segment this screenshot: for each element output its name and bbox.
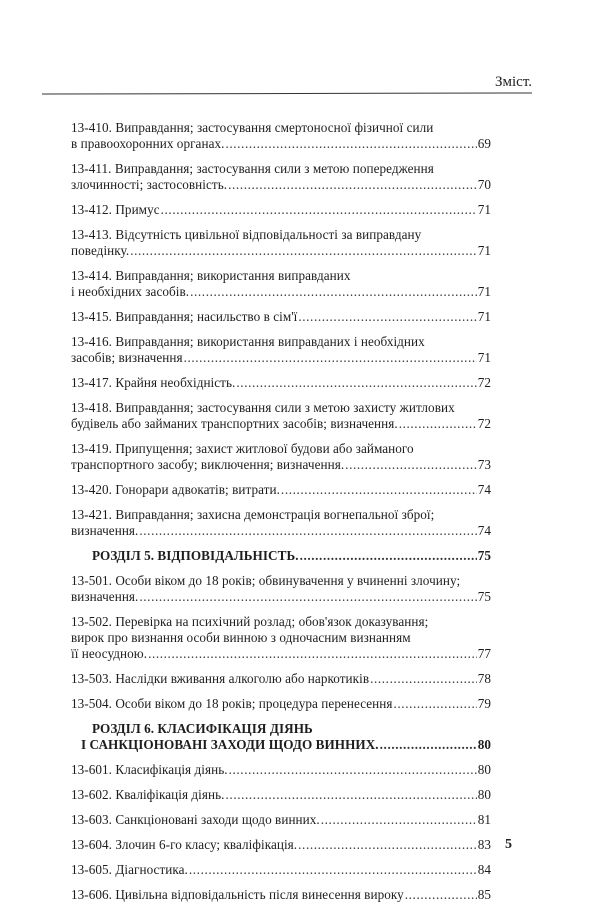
dot-leader (139, 589, 476, 605)
toc-entry-text-line: 13-419. Припущення; захист житлової будови або займаного (71, 441, 414, 456)
dot-leader (130, 243, 477, 259)
toc-entry-page-number: 73 (477, 457, 491, 472)
dot-leader (405, 887, 477, 903)
toc-entry-page-number: 72 (477, 375, 491, 390)
toc-entry-page-number: 72 (477, 416, 491, 431)
toc-entry-text-line: 13-421. Виправдання; захисна демонстрація вогнепальної зброї; (71, 507, 435, 522)
toc-entry-last-line (71, 177, 491, 193)
toc-entry-title: поведінку. (71, 243, 130, 258)
toc-entry-page-number: 85 (477, 887, 491, 902)
dot-leader (380, 737, 477, 753)
toc-entry-page-number: 74 (477, 523, 491, 538)
toc-entry-text-line: 13-502. Перевірка на психічний розлад; обов'язок доказування; (71, 614, 429, 629)
toc-entry-page-number: 75 (477, 589, 491, 604)
toc-entry-title: 13-604. Злочин 6-го класу; кваліфікація. (71, 837, 298, 852)
toc-entry-title: визначення. (71, 589, 139, 604)
toc-entry[interactable] (71, 441, 491, 473)
toc-entry-title: 13-602. Кваліфікація діянь. (71, 787, 225, 802)
toc-entry-title: транспортного засобу; виключення; визначення. (71, 457, 345, 472)
toc-entry[interactable] (71, 375, 491, 391)
toc-entry[interactable] (71, 862, 491, 878)
toc-entry[interactable] (71, 837, 491, 853)
toc-entry-last-line (71, 350, 491, 366)
toc-entry[interactable] (71, 227, 491, 259)
toc-entry-last-line (71, 737, 491, 753)
toc-entry-last-line (71, 309, 491, 325)
toc-entry-last-line (71, 482, 491, 498)
toc-entry-title: 13-603. Санкціоновані заходи щодо винних. (71, 812, 320, 827)
toc-section-heading[interactable] (71, 548, 491, 564)
toc-entry-last-line (71, 862, 491, 878)
dot-leader (161, 202, 477, 218)
toc-entry-text-line: 13-411. Виправдання; застосування сили з метою попередження (71, 161, 434, 176)
dot-leader (298, 837, 477, 853)
dot-leader (228, 177, 477, 193)
toc-section-heading[interactable] (71, 721, 491, 753)
toc-entry-page-number: 79 (477, 696, 491, 711)
toc-entry-page-number: 71 (477, 284, 491, 299)
toc-entry-text-line: 13-418. Виправдання; застосування сили з метою захисту житлових (71, 400, 455, 415)
dot-leader (190, 284, 477, 300)
dot-leader (236, 375, 476, 391)
toc-entry[interactable] (71, 812, 491, 828)
toc-entry-text-line: 13-501. Особи віком до 18 років; обвинувачення у вчиненні злочину; (71, 573, 461, 588)
toc-entry-page-number: 83 (477, 837, 491, 852)
toc-entry-page-number: 71 (477, 350, 491, 365)
dot-leader (345, 457, 477, 473)
toc-entry[interactable] (71, 309, 491, 325)
dot-leader (300, 548, 477, 564)
dot-leader (399, 416, 477, 432)
toc-entry-text-line: вирок про визнання особи винною з одночасним визнанням (71, 630, 411, 645)
toc-entry[interactable] (71, 787, 491, 803)
toc-entry-title: 13-415. Виправдання; насильство в сім'ї (71, 309, 298, 324)
toc-entry-last-line (71, 416, 491, 432)
toc-entry-title: І САНКЦІОНОВАНІ ЗАХОДИ ЩОДО ВИННИХ. (81, 737, 379, 752)
dot-leader (226, 787, 477, 803)
toc-entry[interactable] (71, 202, 491, 218)
header-rule (42, 92, 532, 94)
toc-entry[interactable] (71, 120, 491, 152)
toc-entry-title: 13-417. Крайня необхідність. (71, 375, 236, 390)
toc-entry-last-line (71, 243, 491, 259)
dot-leader (189, 862, 477, 878)
toc-entry[interactable] (71, 334, 491, 366)
toc-entry-last-line (71, 696, 491, 712)
toc-entry-page-number: 71 (477, 309, 491, 324)
toc-entry-title: 13-420. Гонорари адвокатів; витрати. (71, 482, 280, 497)
dot-leader (225, 136, 476, 152)
toc-entry-last-line (71, 812, 491, 828)
toc-entry-page-number: 69 (477, 136, 491, 151)
dot-leader (229, 762, 477, 778)
toc-entry[interactable] (71, 614, 491, 662)
toc-entry-title: РОЗДІЛ 5. ВІДПОВІДАЛЬНІСТЬ. (92, 548, 299, 563)
toc-entry-page-number: 75 (477, 548, 491, 563)
toc-entry-last-line (71, 671, 491, 687)
toc-entry-last-line (71, 887, 491, 903)
toc-entry[interactable] (71, 696, 491, 712)
toc-entry-title: 13-503. Наслідки вживання алкоголю або наркотиків (71, 671, 370, 686)
dot-leader (394, 696, 477, 712)
toc-entry-text-line: 13-410. Виправдання; застосування смертоносної фізичної сили (71, 120, 434, 135)
toc-entry-last-line (71, 589, 491, 605)
toc-entry-text-line: 13-413. Відсутність цивільної відповідальності за виправдану (71, 227, 422, 242)
toc-entry-page-number: 77 (477, 646, 491, 661)
toc-entry-title: 13-504. Особи віком до 18 років; процедура перенесення (71, 696, 393, 711)
toc-entry-page-number: 84 (477, 862, 491, 877)
toc-entry-page-number: 70 (477, 177, 491, 192)
toc-entry[interactable] (71, 400, 491, 432)
toc-entry-last-line (71, 136, 491, 152)
toc-entry[interactable] (71, 573, 491, 605)
toc-entry-title: будівель або займаних транспортних засобів; визначення. (71, 416, 398, 431)
toc-entry-title: 13-606. Цивільна відповідальність після винесення вироку (71, 887, 404, 902)
toc-entry-page-number: 80 (477, 762, 491, 777)
toc-entry[interactable] (71, 887, 491, 903)
toc-entry-last-line (71, 787, 491, 803)
toc-entry-last-line (71, 762, 491, 778)
table-of-contents (71, 120, 491, 912)
dot-leader (184, 350, 477, 366)
toc-entry-last-line (71, 837, 491, 853)
toc-entry-last-line (71, 523, 491, 539)
toc-entry-title: в правоохоронних органах. (71, 136, 225, 151)
toc-entry[interactable] (71, 268, 491, 300)
toc-entry-last-line (71, 457, 491, 473)
toc-entry-page-number: 78 (477, 671, 491, 686)
dot-leader (281, 482, 477, 498)
page-number: 5 (505, 837, 512, 852)
toc-entry-text-line: 13-414. Виправдання; використання виправданих (71, 268, 351, 283)
toc-entry-text-line: 13-416. Виправдання; використання виправданих і необхідних (71, 334, 425, 349)
toc-entry-page-number: 71 (477, 202, 491, 217)
page-header-title: Зміст. (494, 74, 532, 90)
toc-entry-page-number: 81 (477, 812, 491, 827)
toc-entry-title: 13-601. Класифікація діянь. (71, 762, 228, 777)
toc-entry-title: 13-412. Примус (71, 202, 160, 217)
toc-entry-last-line (71, 548, 491, 564)
toc-entry-page-number: 80 (477, 737, 491, 752)
dot-leader (139, 523, 476, 539)
toc-entry-title: її неосудною. (71, 646, 148, 661)
dot-leader (321, 812, 477, 828)
toc-entry-last-line (71, 375, 491, 391)
toc-entry-last-line (71, 202, 491, 218)
toc-entry-title: засобів; визначення (71, 350, 183, 365)
toc-entry[interactable] (71, 762, 491, 778)
toc-entry[interactable] (71, 507, 491, 539)
toc-entry-title: 13-605. Діагностика. (71, 862, 188, 877)
toc-entry[interactable] (71, 482, 491, 498)
toc-entry-title: визначення. (71, 523, 139, 538)
toc-entry-title: і необхідних засобів. (71, 284, 190, 299)
dot-leader (370, 671, 477, 687)
toc-entry-text-line: РОЗДІЛ 6. КЛАСИФІКАЦІЯ ДІЯНЬ (92, 721, 313, 736)
toc-entry-page-number: 74 (477, 482, 491, 497)
toc-entry-page-number: 80 (477, 787, 491, 802)
toc-entry-last-line (71, 284, 491, 300)
toc-entry[interactable] (71, 671, 491, 687)
toc-entry-last-line (71, 646, 491, 662)
toc-entry-page-number: 71 (477, 243, 491, 258)
dot-leader (298, 309, 476, 325)
toc-entry-title: злочинності; застосовність. (71, 177, 228, 192)
dot-leader (148, 646, 477, 662)
toc-entry[interactable] (71, 161, 491, 193)
